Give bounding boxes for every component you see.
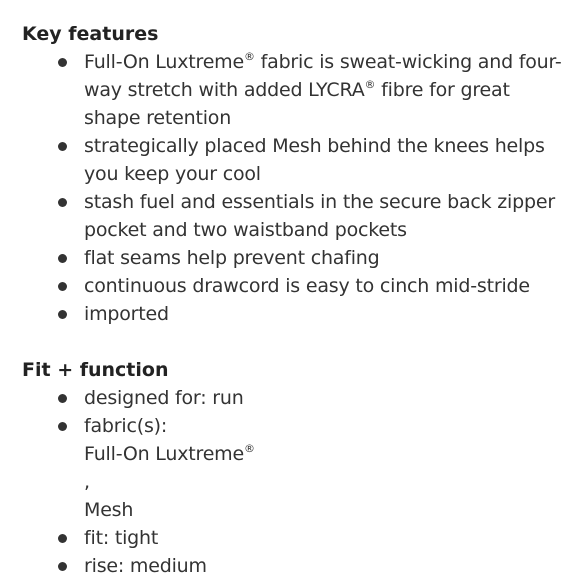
bullet-icon <box>58 422 67 431</box>
feature-text: strategically placed Mesh behind the knees helps you keep your cool <box>84 135 545 185</box>
key-features-section <box>22 20 568 328</box>
registered-mark: ® <box>364 78 376 91</box>
feature-text: stash fuel and essentials in the secure back zipper pocket and two waistband pockets <box>84 191 555 241</box>
fit-text: fit: tight <box>84 527 159 549</box>
rise-text: rise: medium <box>84 555 207 577</box>
bullet-icon <box>58 282 67 291</box>
fabric-link-luxtreme: Full-On Luxtreme® <box>84 442 255 465</box>
list-item <box>22 412 568 524</box>
bullet-icon <box>58 142 67 151</box>
designed-for-text: designed for: run <box>84 387 244 409</box>
fabric-separator: , <box>84 471 90 493</box>
bullet-icon <box>58 534 67 543</box>
feature-text: Full-On Luxtreme® fabric is sweat-wicking and four-way stretch with added LYCRA® fibre for great shape retention <box>84 50 562 129</box>
fit-function-list <box>22 384 568 580</box>
key-features-list <box>22 48 568 328</box>
fabrics-label: fabric(s): <box>84 415 168 437</box>
bullet-icon <box>58 394 67 403</box>
fabric-link-mesh: Mesh <box>84 499 134 521</box>
fit-function-section <box>22 356 568 580</box>
bullet-icon <box>58 254 67 263</box>
registered-mark: ® <box>243 50 255 63</box>
registered-mark: ® <box>243 442 255 455</box>
bullet-icon <box>58 198 67 207</box>
list-item <box>22 132 568 188</box>
list-item <box>22 48 568 132</box>
feature-text: continuous drawcord is easy to cinch mid-stride <box>84 275 530 297</box>
bullet-icon <box>58 58 67 67</box>
list-item <box>22 524 568 552</box>
list-item <box>22 552 568 580</box>
feature-text: flat seams help prevent chafing <box>84 247 380 269</box>
bullet-icon <box>58 562 67 571</box>
bullet-icon <box>58 310 67 319</box>
feature-text: imported <box>84 303 169 325</box>
key-features-title: Key features <box>22 23 159 45</box>
list-item <box>22 244 568 272</box>
list-item <box>22 300 568 328</box>
fit-function-title: Fit + function <box>22 359 169 381</box>
list-item <box>22 384 568 412</box>
list-item <box>22 272 568 300</box>
list-item <box>22 188 568 244</box>
